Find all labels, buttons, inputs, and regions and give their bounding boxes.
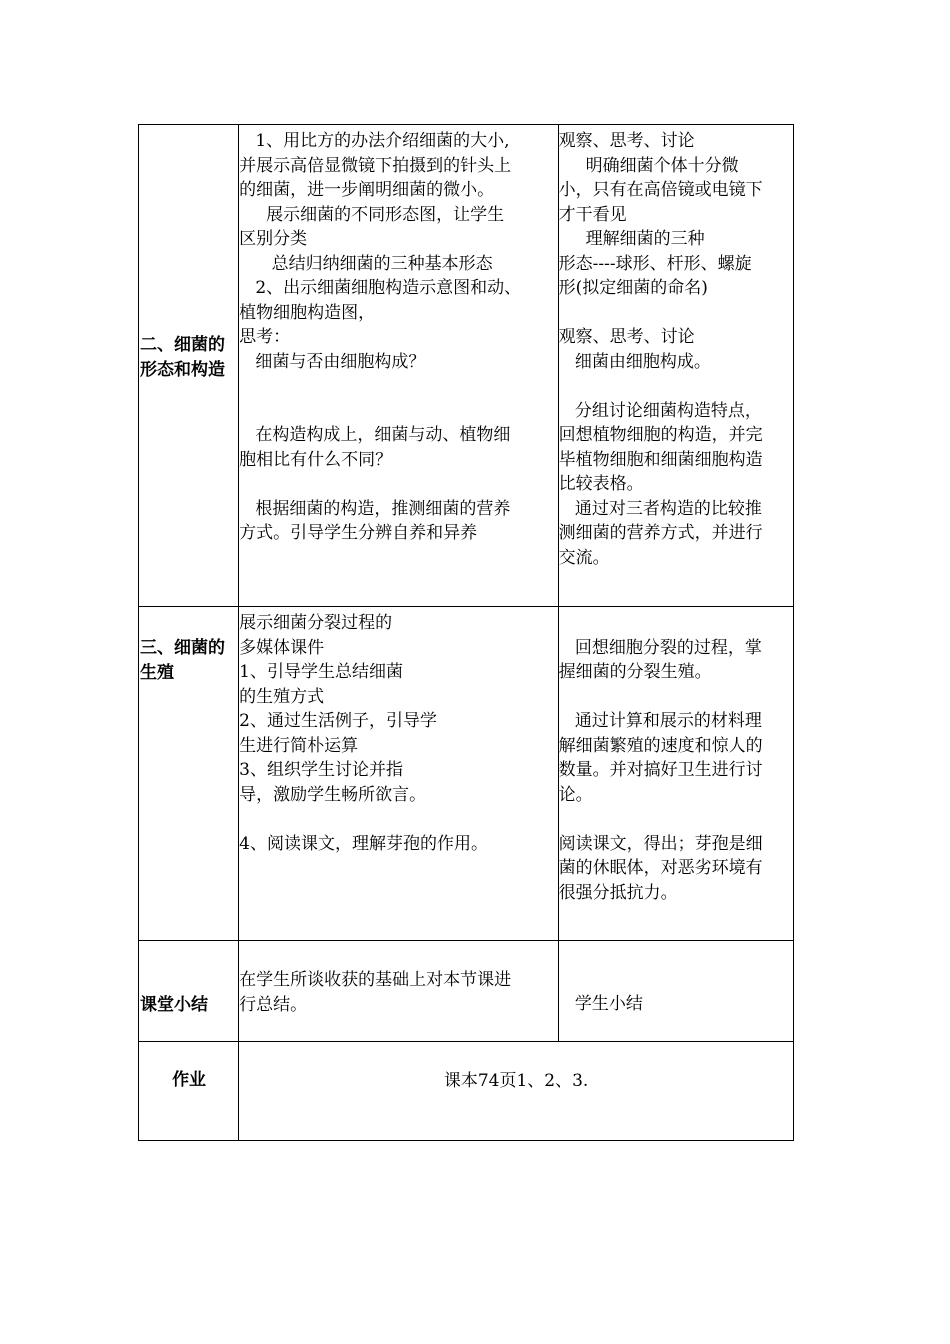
student-text-line: 阅读课文，得出；芽孢是细 bbox=[558, 833, 763, 854]
student-text-line: 回想植物细胞的构造，并完 bbox=[558, 425, 763, 445]
student-text-line: 菌的休眠体，对恶劣环境有 bbox=[558, 858, 763, 878]
homework-label: 作业 bbox=[172, 1070, 207, 1090]
teacher-text-line bbox=[239, 374, 557, 399]
section-label: 课堂小结 bbox=[140, 995, 208, 1015]
student-text-line bbox=[559, 685, 793, 710]
teacher-text-line: 1、引导学生总结细菌 bbox=[239, 662, 403, 682]
table-row bbox=[139, 1042, 794, 1141]
table-row bbox=[139, 125, 794, 607]
table-row bbox=[139, 607, 794, 941]
student-activity-cell bbox=[558, 607, 793, 941]
student-text-line: 交流。 bbox=[558, 547, 610, 568]
student-text-line: 分组讨论细菌构造特点， bbox=[558, 400, 762, 421]
student-text-line: 学生小结 bbox=[558, 994, 643, 1014]
section-label: 形态和构造 bbox=[140, 359, 225, 380]
student-text-line bbox=[559, 301, 793, 326]
teacher-text-line: 总结归纳细菌的三种基本形态 bbox=[239, 253, 493, 274]
homework-content: 课本74页1、2、3. bbox=[443, 1071, 589, 1091]
student-text-line: 数量。并对搞好卫生进行讨 bbox=[558, 760, 763, 780]
teacher-text-line: 在构造构成上，细菌与动、植物细 bbox=[239, 425, 511, 445]
student-text-line: 比较表格。 bbox=[558, 474, 644, 494]
student-text-line: 握细菌的分裂生殖。 bbox=[558, 662, 712, 682]
teacher-text-line: 细菌与否由细胞构成？ bbox=[239, 351, 426, 372]
student-text-line: 测细菌的营养方式，并进行 bbox=[558, 523, 763, 543]
student-activity-cell bbox=[558, 125, 793, 607]
teacher-text-line: 在学生所谈收获的基础上对本节课进 bbox=[239, 970, 512, 990]
section-label: 二、细菌的 bbox=[140, 335, 225, 355]
section-label-cell bbox=[139, 125, 239, 607]
homework-content-cell bbox=[239, 1042, 794, 1141]
student-text-line: 小，只有在高倍镜或电镜下 bbox=[558, 180, 763, 200]
teacher-text-line: 方式。引导学生分辨自养和异养 bbox=[239, 523, 478, 543]
student-text-line: 毕植物细胞和细菌细胞构造 bbox=[558, 449, 763, 470]
teacher-text-line: 2、通过生活例子，引导学 bbox=[239, 711, 437, 731]
student-text-line: 形态----球形、杆形、螺旋 bbox=[558, 253, 752, 274]
student-text-line: 通过对三者构造的比较推 bbox=[558, 498, 762, 519]
student-text-line: 通过计算和展示的材料理 bbox=[558, 711, 762, 731]
student-text-line: 很强分抵抗力。 bbox=[558, 882, 678, 903]
teacher-text-line: 1、用比方的办法介绍细菌的大小, bbox=[239, 131, 510, 151]
student-text-line: 细菌由细胞构成。 bbox=[558, 351, 711, 372]
student-text-line bbox=[559, 807, 793, 832]
teacher-text-line: 的生殖方式 bbox=[239, 686, 325, 707]
section-label-cell bbox=[139, 941, 239, 1042]
student-text-line: 明确细菌个体十分微 bbox=[558, 155, 739, 176]
student-text-line: 观察、思考、讨论 bbox=[558, 131, 695, 151]
teacher-text-line bbox=[239, 807, 557, 832]
student-text-line: 论。 bbox=[558, 784, 593, 805]
teacher-text-line: 思考： bbox=[239, 327, 291, 347]
table-row bbox=[139, 941, 794, 1042]
teacher-text-line: 多媒体课件 bbox=[239, 637, 325, 658]
teacher-text-line: 植物细胞构造图， bbox=[239, 302, 376, 323]
student-text-line: 回想细胞分裂的过程，掌 bbox=[558, 637, 762, 658]
section-label: 三、细菌的 bbox=[140, 638, 225, 658]
teacher-activity-cell bbox=[239, 125, 558, 607]
teacher-text-line: 展示细菌分裂过程的 bbox=[239, 613, 393, 633]
teacher-text-line: 区别分类 bbox=[239, 229, 308, 249]
teacher-text-line: 生进行简朴运算 bbox=[239, 735, 359, 756]
teacher-text-line bbox=[239, 472, 557, 497]
teacher-activity-cell bbox=[239, 941, 558, 1042]
student-text-line bbox=[559, 611, 793, 636]
lesson-plan-table bbox=[138, 124, 794, 1141]
student-text-line: 形(拟定细菌的命名) bbox=[558, 278, 708, 298]
section-label: 生殖 bbox=[140, 662, 174, 683]
homework-label-cell bbox=[139, 1042, 239, 1141]
section-label-cell bbox=[139, 607, 239, 941]
teacher-text-line: 并展示高倍显微镜下拍摄到的针头上 bbox=[239, 155, 512, 176]
student-activity-cell bbox=[558, 941, 793, 1042]
teacher-activity-cell bbox=[239, 607, 558, 941]
student-text-line bbox=[559, 374, 793, 399]
teacher-text-line: 导，激励学生畅所欲言。 bbox=[239, 784, 427, 805]
teacher-text-line: 根据细菌的构造，推测细菌的营养 bbox=[239, 498, 511, 519]
student-text-line: 观察、思考、讨论 bbox=[558, 327, 695, 347]
teacher-text-line: 胞相比有什么不同？ bbox=[239, 449, 393, 470]
student-text-line: 理解细菌的三种 bbox=[558, 229, 705, 249]
student-text-line: 解细菌繁殖的速度和惊人的 bbox=[558, 735, 763, 756]
teacher-text-line bbox=[239, 399, 557, 424]
teacher-text-line: 3、组织学生讨论并指 bbox=[239, 760, 403, 780]
teacher-text-line: 2、出示细菌细胞构造示意图和动、 bbox=[239, 278, 522, 298]
teacher-text-line: 行总结。 bbox=[239, 994, 308, 1015]
student-text-line: 才干看见 bbox=[558, 204, 627, 225]
teacher-text-line: 4、阅读课文，理解芽孢的作用。 bbox=[239, 833, 488, 854]
teacher-text-line: 的细菌，进一步阐明细菌的微小。 bbox=[239, 180, 495, 200]
teacher-text-line: 展示细菌的不同形态图，让学生 bbox=[239, 204, 505, 225]
